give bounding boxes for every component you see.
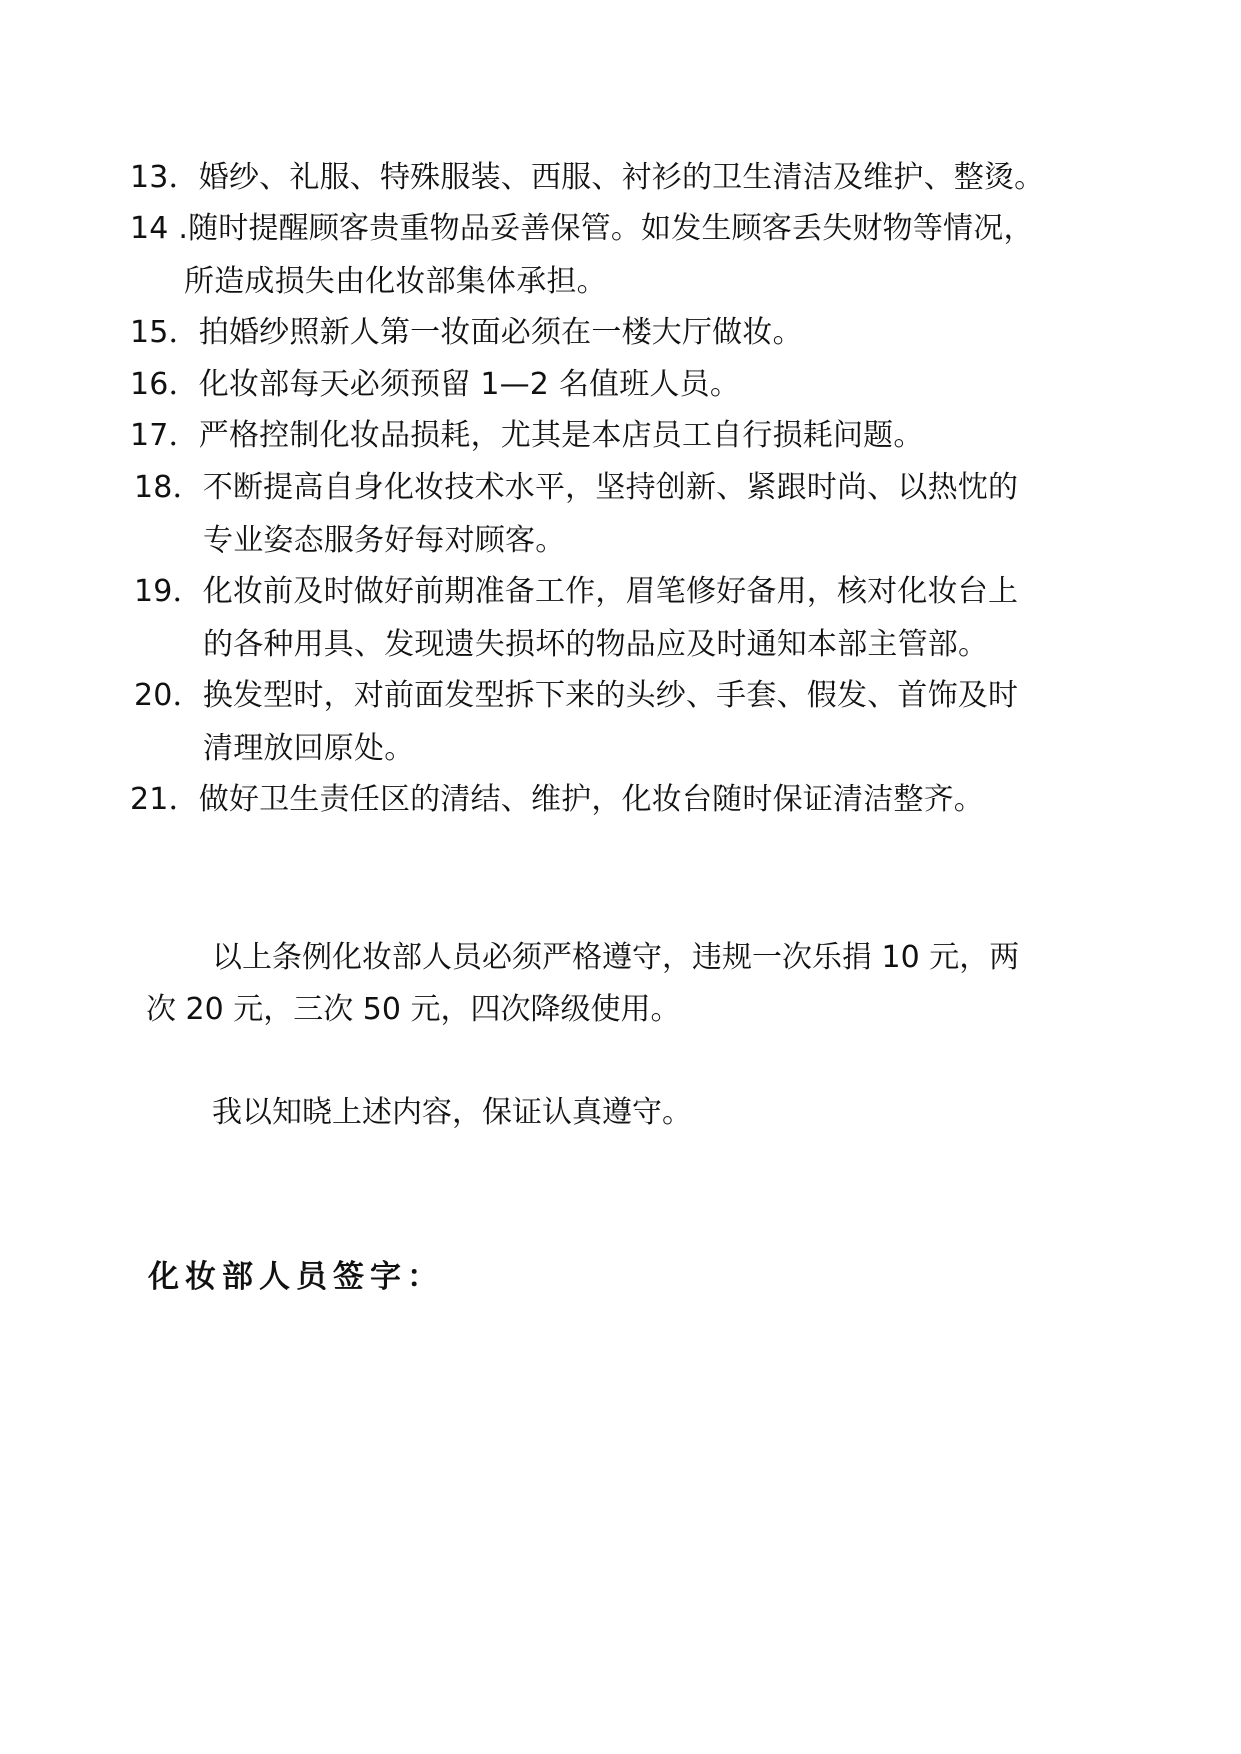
rule-21 <box>130 780 984 820</box>
rule-14-continuation <box>184 262 607 302</box>
rule-separator: ． <box>172 470 203 505</box>
rule-separator: ． <box>172 574 203 609</box>
signature-label: 化妆部人员签字： <box>148 1259 444 1295</box>
rule-number: 18 <box>134 470 173 505</box>
rule-text: 随时提醒顾客贵重物品妥善保管。如发生顾客丢失财物等情况， <box>188 211 1034 246</box>
penalty-text: 以上条例化妆部人员必须严格遵守，违规一次乐捐 10 元，两 <box>212 940 1020 975</box>
acknowledgement-text: 我以知晓上述内容，保证认真遵守。 <box>212 1095 692 1130</box>
rule-19 <box>134 572 1018 612</box>
rule-separator: ． <box>168 782 199 817</box>
rule-text: 化妆部每天必须预留 1—2 名值班人员。 <box>198 367 741 402</box>
penalty-text: 次 20 元，三次 50 元，四次降级使用。 <box>146 992 681 1027</box>
rule-15 <box>130 313 803 353</box>
rule-number: 20 <box>134 678 173 713</box>
rule-separator: . <box>168 211 189 246</box>
rule-20 <box>134 676 1018 716</box>
rule-16 <box>130 365 740 405</box>
rule-19-continuation <box>203 625 988 665</box>
rule-number: 15 <box>130 315 169 350</box>
rule-text: 的各种用具、发现遗失损坏的物品应及时通知本部主管部。 <box>203 627 989 662</box>
rule-number: 21 <box>130 782 169 817</box>
rule-number: 16 <box>130 367 169 402</box>
rule-number: 17 <box>130 418 169 453</box>
penalty-paragraph-line2 <box>146 990 681 1030</box>
rule-text: 清理放回原处。 <box>203 731 415 766</box>
acknowledgement-paragraph <box>212 1093 692 1133</box>
rule-text: 化妆前及时做好前期准备工作，眉笔修好备用，核对化妆台上 <box>202 574 1019 609</box>
rule-number: 13 <box>130 160 169 195</box>
rule-text: 拍婚纱照新人第一妆面必须在一楼大厅做妆。 <box>198 315 803 350</box>
rule-separator: ． <box>168 418 199 453</box>
rule-17 <box>130 416 924 456</box>
rule-18 <box>134 468 1018 508</box>
rule-text: 不断提高自身化妆技术水平，坚持创新、紧跟时尚、以热忱的 <box>202 470 1019 505</box>
rule-20-continuation <box>203 729 414 769</box>
rule-18-continuation <box>203 521 565 561</box>
rule-text: 婚纱、礼服、特殊服装、西服、衬衫的卫生清洁及维护、整烫。 <box>198 160 1045 195</box>
penalty-paragraph-line1 <box>212 938 1019 978</box>
rule-text: 换发型时，对前面发型拆下来的头纱、手套、假发、首饰及时 <box>202 678 1019 713</box>
rule-14 <box>130 209 1034 249</box>
rule-number: 14 <box>130 211 169 246</box>
rule-separator: ． <box>168 315 199 350</box>
rule-separator: ． <box>172 678 203 713</box>
rule-text: 所造成损失由化妆部集体承担。 <box>184 264 607 299</box>
rule-text: 专业姿态服务好每对顾客。 <box>203 523 566 558</box>
rule-text: 做好卫生责任区的清结、维护，化妆台随时保证清洁整齐。 <box>198 782 984 817</box>
rule-13 <box>130 158 1044 198</box>
rule-separator: ． <box>168 367 199 402</box>
rule-separator: ． <box>168 160 199 195</box>
rule-number: 19 <box>134 574 173 609</box>
rule-text: 严格控制化妆品损耗，尤其是本店员工自行损耗问题。 <box>198 418 924 453</box>
